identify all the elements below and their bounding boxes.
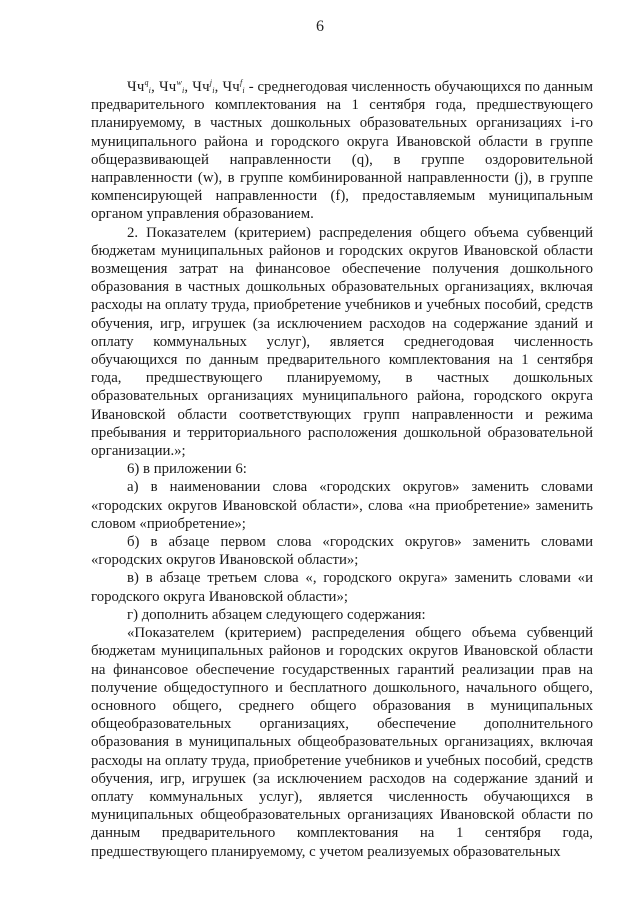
document-body: [91, 78, 593, 861]
page-number: 6: [316, 18, 324, 35]
paragraph-item-6: 6) в приложении 6:: [127, 461, 247, 478]
paragraph-definition: [91, 78, 593, 224]
paragraph-subitem-g: г) дополнить абзацем следующего содержания:: [127, 606, 426, 623]
paragraph-text: - среднегодовая численность обучающихся по данным предварительного комплектования на 1 сентября года, предшествующего планируемому, в частных дошкольных образовательных организациях i-го муниципального района и городского округа Ивановской области в группе общеразвивающей направленности (q), в группе оздоровительной направленности (w), в группе комбинированной направленности (j), в группе компенсирующей направленности (f), предоставляемым муниципальным органом управления образованием.: [91, 79, 593, 223]
paragraph-subitem-v: в) в абзаце третьем слова «, городского округа» заменить словами «и городского округа Ивановской области»;: [91, 570, 593, 605]
paragraph-subitem-a: а) в наименовании слова «городских округов» заменить словами «городских округов Ивановской области», слова «на приобретение» заменить словом «приобретение»;: [91, 479, 593, 532]
formula-term: $Чч^q_i$: [127, 78, 152, 95]
paragraph-quote: «Показателем (критерием) распределения общего объема субвенций бюджетам муниципальных районов и городских округов Ивановской области на финансовое обеспечение государственных гарантий реализации прав на получение общедоступного и бесплатного дошкольного, начального общего, основного общего, среднего общего образования в муниципальных общеобразовательных организациях, обеспечение дополнительного образования в муниципальных общеобразовательных организациях, включая расходы на оплату труда, приобретение учебников и учебных пособий, средств обучения, игр, игрушек (за исключением расходов на содержание зданий и оплату коммунальных услуг), является численность обучающихся в муниципальных общеобразовательных организациях Ивановской области по данным предварительного комплектования на 1 сентября года, предшествующего планируемому, с учетом реализуемых образовательных: [91, 625, 593, 860]
formula-term: $Чч^f_i$: [222, 78, 245, 95]
paragraph-subitem-b: б) в абзаце первом слова «городских округов» заменить словами «городских округов Ивановской области»;: [91, 534, 593, 569]
formula-term: $Чч^w_i$: [158, 78, 185, 95]
formula: $Чч^q_i$, $Чч^w_i$, $Чч^j_i$, $Чч^f_i$: [127, 78, 245, 95]
formula-term: $Чч^j_i$: [192, 78, 215, 95]
paragraph-item-2: 2. Показателем (критерием) распределения общего объема субвенций бюджетам муниципальных районов и городских округов Ивановской области возмещения затрат на финансовое обеспечение получения дошкольного образования в частных дошкольных образовательных организациях, включая расходы на оплату труда, приобретение учебников и учебных пособий, средств обучения, игр, игрушек (за исключением расходов на содержание зданий и оплату коммунальных услуг), является среднегодовая численность обучающихся по данным предварительного комплектования на 1 сентября года, предшествующего планируемому, в частных дошкольных образовательных организациях муниципального района, городского округа Ивановской области соответствующих групп направленности и режима пребывания и территориального расположения дошкольной образовательной организации.»;: [91, 224, 593, 460]
